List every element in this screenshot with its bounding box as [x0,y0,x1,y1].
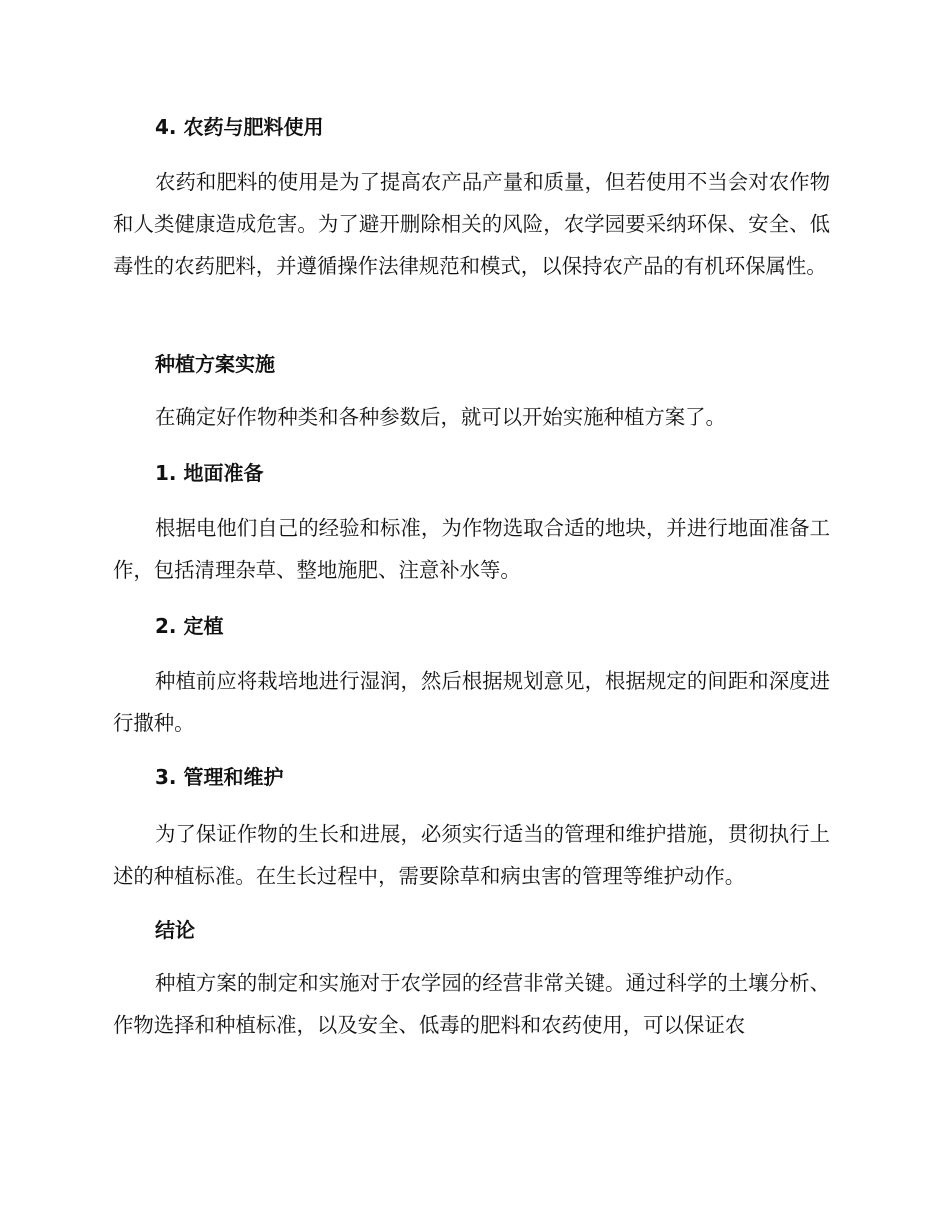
section-heading-ground-preparation: 1. 地面准备 [155,461,264,485]
section-heading-management: 3. 管理和维护 [155,765,284,789]
section-heading-planting-implementation: 种植方案实施 [155,352,275,376]
paragraph-planting-implementation: 在确定好作物种类和各种参数后，就可以开始实施种植方案了。 [155,405,726,429]
paragraph-ground-preparation: 根据电他们自己的经验和标准，为作物选取合适的地块，并进行地面准备工作，包括清理杂草、整地施肥、注意补水等。 [113,516,830,582]
paragraph-management: 为了保证作物的生长和进展，必须实行适当的管理和维护措施，贯彻执行上述的种植标准。在生长过程中，需要除草和病虫害的管理等维护动作。 [113,822,830,888]
section-heading-planting: 2. 定植 [155,614,224,638]
section-heading-conclusion: 结论 [155,918,195,942]
paragraph-planting: 种植前应将栽培地进行湿润，然后根据规划意见，根据规定的间距和深度进行撒种。 [113,669,830,735]
paragraph-pesticide-fertilizer: 农药和肥料的使用是为了提高农产品产量和质量，但若使用不当会对农作物和人类健康造成危害。为了避开删除相关的风险，农学园要采纳环保、安全、低毒性的农药肥料，并遵循操作法律规范和模式，以保持农产品的有机环保属性。 [113,170,830,278]
paragraph-conclusion: 种植方案的制定和实施对于农学园的经营非常关键。通过科学的土壤分析、作物选择和种植标准，以及安全、低毒的肥料和农药使用，可以保证农 [113,971,830,1037]
section-heading-pesticide-fertilizer: 4. 农药与肥料使用 [155,115,324,139]
